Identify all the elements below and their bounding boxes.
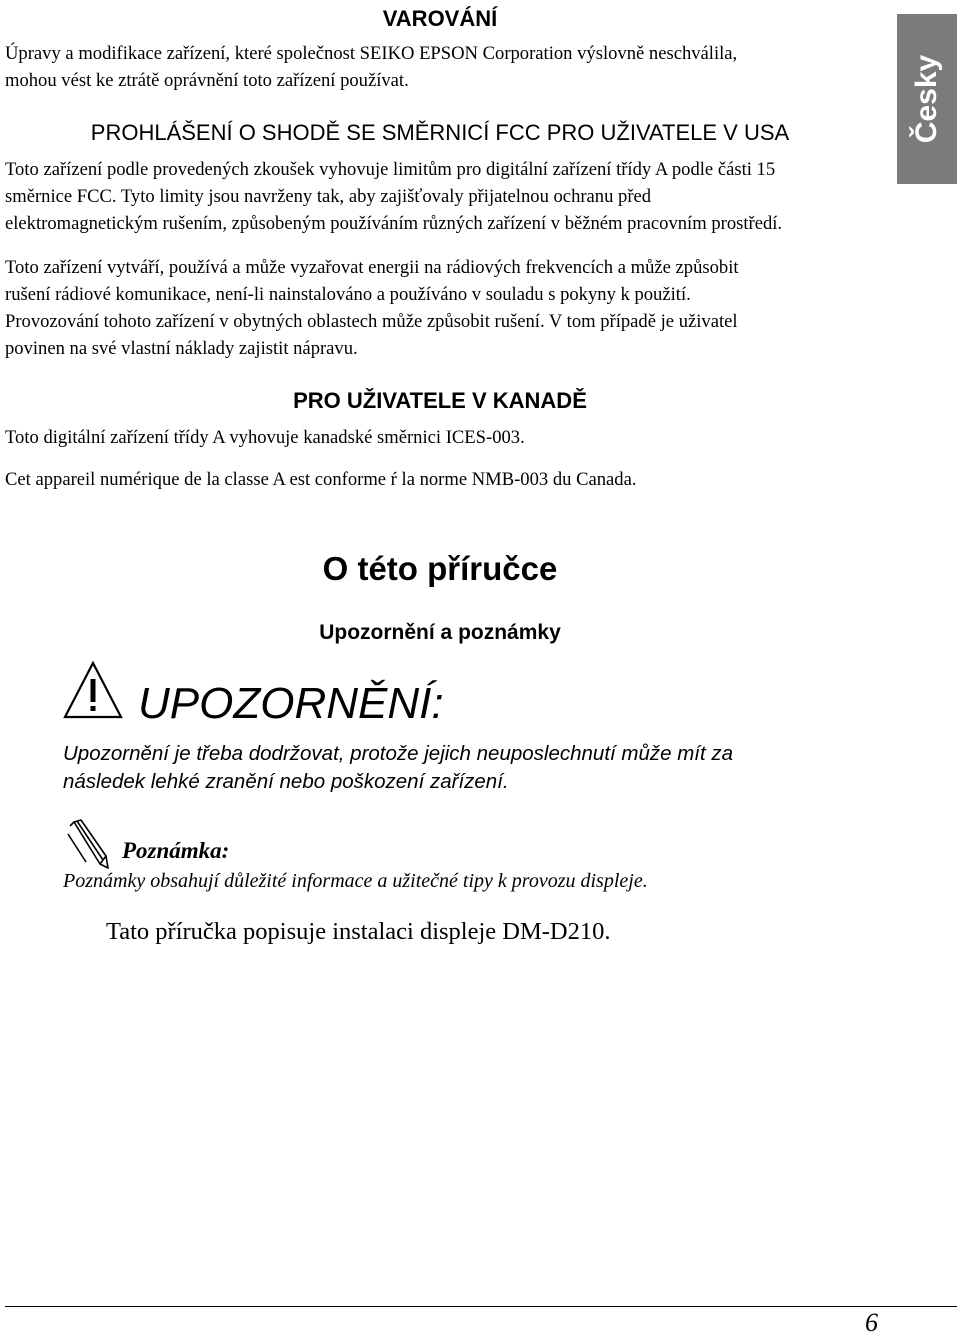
caution-text — [63, 740, 863, 796]
canada-title: PRO UŽIVATELE V KANADĚ — [293, 388, 587, 413]
fcc-p2-line-1: Toto zařízení vytváří, používá a může vyzařovat energii na rádiových frekvencích a může způsobit — [5, 257, 739, 278]
caution-line-1: Upozornění je třeba dodržovat, protože jejich neuposlechnutí může mít za — [63, 742, 734, 765]
pencil-icon — [64, 818, 110, 870]
warning-title: VAROVÁNÍ — [382, 6, 498, 31]
page-number: 6 — [865, 1308, 878, 1337]
fcc-p1-line-3: elektromagnetickým rušením, způsobeným používáním různých zařízení v běžném pracovním prostředí. — [5, 213, 783, 234]
warning-triangle-icon — [62, 660, 124, 720]
caution-line-2: následek lehké zranění nebo poškození zařízení. — [63, 770, 509, 793]
fcc-p1-line-1: Toto zařízení podle provedených zkoušek vyhovuje limitům pro digitální zařízení třídy A podle části 15 — [5, 159, 776, 180]
language-tab — [897, 14, 957, 184]
fcc-p1-line-2: směrnice FCC. Tyto limity jsou navrženy tak, aby zajišťovaly přijatelnou ochranu před — [5, 186, 652, 207]
note-title: Poznámka: — [122, 838, 230, 863]
manual-description: Tato příručka popisuje instalaci displeje DM-D210. — [106, 918, 611, 945]
canada-line-cz: Toto digitální zařízení třídy A vyhovuje kanadské směrnici ICES-003. — [5, 427, 525, 448]
warning-text — [5, 40, 875, 94]
fcc-p2-line-2: rušení rádiové komunikace, není-li nainstalováno a používáno v souladu s pokyny k použití. — [5, 284, 691, 305]
fcc-paragraph-1 — [5, 156, 875, 237]
about-subtitle: Upozornění a poznámky — [319, 621, 561, 644]
caution-title: UPOZORNĚNÍ: — [138, 679, 444, 728]
footer-rule — [5, 1306, 957, 1307]
language-tab-label: Česky — [910, 54, 943, 144]
note-text: Poznámky obsahují důležité informace a užitečné tipy k provozu displeje. — [63, 870, 648, 892]
warning-line-2: mohou vést ke ztrátě oprávnění toto zařízení používat. — [5, 70, 409, 91]
fcc-paragraph-2 — [5, 254, 875, 362]
about-title: O této příručce — [322, 550, 558, 587]
fcc-title: PROHLÁŠENÍ O SHODĚ SE SMĚRNICÍ FCC PRO UŽIVATELE V USA — [90, 120, 790, 145]
fcc-p2-line-3: Provozování tohoto zařízení v obytných oblastech může způsobit rušení. V tom případě je uživatel — [5, 311, 738, 332]
fcc-p2-line-4: povinen na své vlastní náklady zajistit nápravu. — [5, 338, 358, 359]
canada-line-fr: Cet appareil numérique de la classe A est conforme ŕ la norme NMB-003 du Canada. — [5, 469, 637, 490]
warning-line-1: Úpravy a modifikace zařízení, které společnost SEIKO EPSON Corporation výslovně neschválila, — [5, 43, 738, 64]
